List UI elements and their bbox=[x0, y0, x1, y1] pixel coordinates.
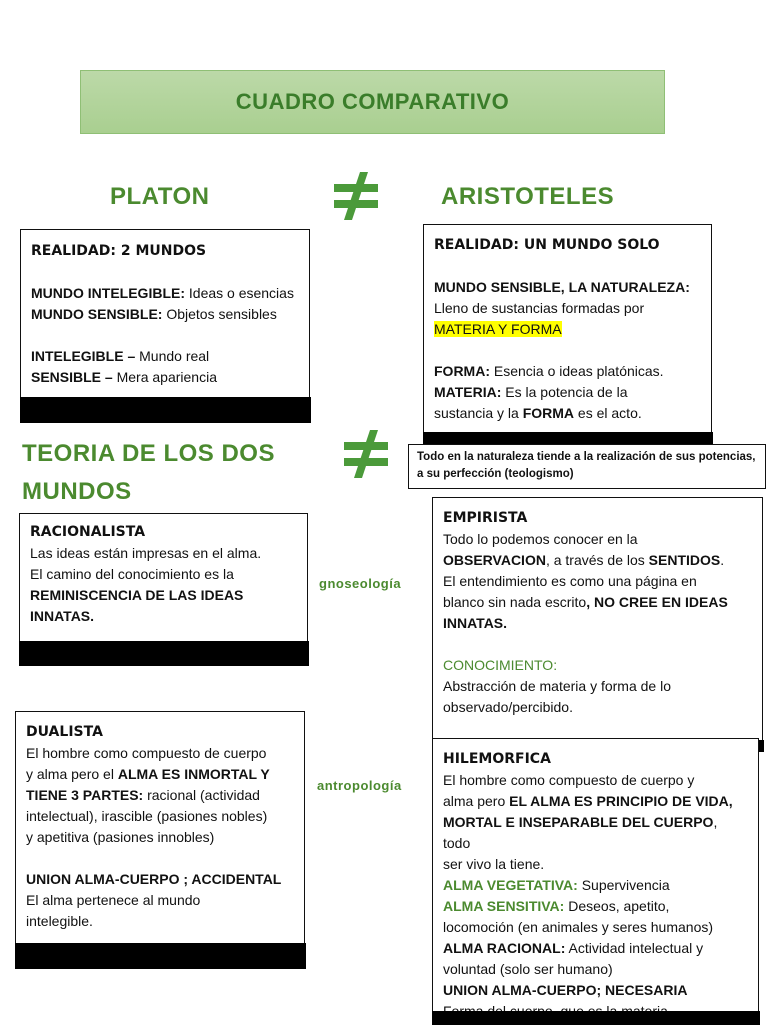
text-line: locomoción (en animales y seres humanos) bbox=[443, 919, 714, 935]
text-line: UNION ALMA-CUERPO ; ACCIDENTAL bbox=[26, 871, 282, 887]
text-line: MUNDO INTELEGIBLE: Ideas o esencias bbox=[31, 285, 294, 301]
box-title: REALIDAD: UN MUNDO SOLO bbox=[434, 237, 660, 253]
text-line: voluntad (solo ser humano) bbox=[443, 961, 613, 977]
text-line: ALMA VEGETATIVA: Supervivencia bbox=[443, 877, 670, 893]
not-equal-icon bbox=[330, 170, 382, 222]
not-equal-icon bbox=[340, 428, 392, 480]
text-line: y apetitiva (pasiones innobles) bbox=[26, 829, 215, 845]
text-line: El entendimiento es como una página en bbox=[443, 573, 697, 589]
box-title: DUALISTA bbox=[26, 724, 103, 740]
text-line bbox=[434, 319, 701, 340]
aristoteles-realidad-box bbox=[423, 224, 712, 443]
text-line: El alma pertenece al mundo bbox=[26, 892, 201, 908]
text-line: REMINISCENCIA DE LAS IDEAS bbox=[30, 587, 244, 603]
text-line: intelegible. bbox=[26, 913, 93, 929]
text-line: UNION ALMA-CUERPO; NECESARIA bbox=[443, 982, 688, 998]
box-title: RACIONALISTA bbox=[30, 524, 146, 540]
text-line: Todo lo podemos conocer en la bbox=[443, 531, 638, 547]
box-shadow-bar bbox=[432, 1011, 760, 1025]
box-title: EMPIRISTA bbox=[443, 510, 528, 526]
text-line: TIENE 3 PARTES: racional (actividad bbox=[26, 787, 260, 803]
empirista-box bbox=[432, 497, 763, 751]
text-line: observado/percibido. bbox=[443, 699, 573, 715]
text-line: El hombre como compuesto de cuerpo bbox=[26, 745, 267, 761]
box-shadow-bar bbox=[15, 943, 306, 969]
text-line: Las ideas están impresas en el alma. bbox=[30, 545, 262, 561]
text-line: INTELEGIBLE – Mundo real bbox=[31, 348, 210, 364]
dualista-box bbox=[15, 711, 305, 968]
text-line: sustancia y la FORMA es el acto. bbox=[434, 405, 642, 421]
box-shadow-bar bbox=[20, 397, 311, 423]
box-shadow-bar bbox=[19, 641, 309, 666]
page-title: CUADRO COMPARATIVO bbox=[235, 89, 510, 114]
teoria-heading: TEORIA DE LOS DOS MUNDOS bbox=[22, 440, 275, 505]
heading-aristoteles: ARISTOTELES bbox=[441, 183, 615, 210]
text-line: blanco sin nada escrito, NO CREE EN IDEAS bbox=[443, 594, 728, 610]
text-line: ser vivo la tiene. bbox=[443, 856, 545, 872]
text-line: El camino del conocimiento es la bbox=[30, 566, 234, 582]
label-gnoseologia: gnoseología bbox=[319, 576, 402, 591]
text-line: INNATAS. bbox=[30, 608, 95, 624]
platon-realidad-box bbox=[20, 229, 310, 422]
text-line: ALMA SENSITIVA: Deseos, apetito, bbox=[443, 898, 670, 914]
text-line: alma pero EL ALMA ES PRINCIPIO DE VIDA, bbox=[443, 793, 733, 809]
teleologia-note: Todo en la naturaleza tiende a la realización de sus potencias, a su perfección (teologismo) bbox=[408, 444, 766, 489]
box-title: REALIDAD: 2 MUNDOS bbox=[31, 243, 207, 259]
text-line: FORMA: Esencia o ideas platónicas. bbox=[434, 363, 664, 379]
heading-platon: PLATON bbox=[110, 183, 210, 210]
text-line: MUNDO SENSIBLE: Objetos sensibles bbox=[31, 306, 277, 322]
text-line: intelectual), irascible (pasiones nobles) bbox=[26, 808, 268, 824]
text-line: y alma pero el ALMA ES INMORTAL Y bbox=[26, 766, 270, 782]
text-line: MUNDO SENSIBLE, LA NATURALEZA: bbox=[434, 279, 690, 295]
text-line: Lleno de sustancias formadas por bbox=[434, 300, 645, 316]
text-line: ALMA RACIONAL: Actividad intelectual y bbox=[443, 940, 704, 956]
text-line: SENSIBLE – Mera apariencia bbox=[31, 369, 217, 385]
text-line: CONOCIMIENTO: bbox=[443, 657, 558, 673]
text-line: MATERIA: Es la potencia de la bbox=[434, 384, 628, 400]
text-line: OBSERVACION, a través de los SENTIDOS. bbox=[443, 552, 725, 568]
text-line: Abstracción de materia y forma de lo bbox=[443, 678, 671, 694]
text-line: MORTAL E INSEPARABLE DEL CUERPO, todo bbox=[443, 814, 718, 851]
text-line: INNATAS. bbox=[443, 615, 508, 631]
highlight: MATERIA Y FORMA bbox=[434, 321, 562, 337]
hilemorfica-box bbox=[432, 738, 759, 1024]
racionalista-box bbox=[19, 513, 308, 665]
box-title: HILEMORFICA bbox=[443, 751, 551, 767]
title-banner bbox=[80, 70, 665, 134]
label-antropologia: antropología bbox=[317, 778, 402, 793]
text-line: El hombre como compuesto de cuerpo y bbox=[443, 772, 695, 788]
box-shadow-bar bbox=[423, 432, 713, 444]
